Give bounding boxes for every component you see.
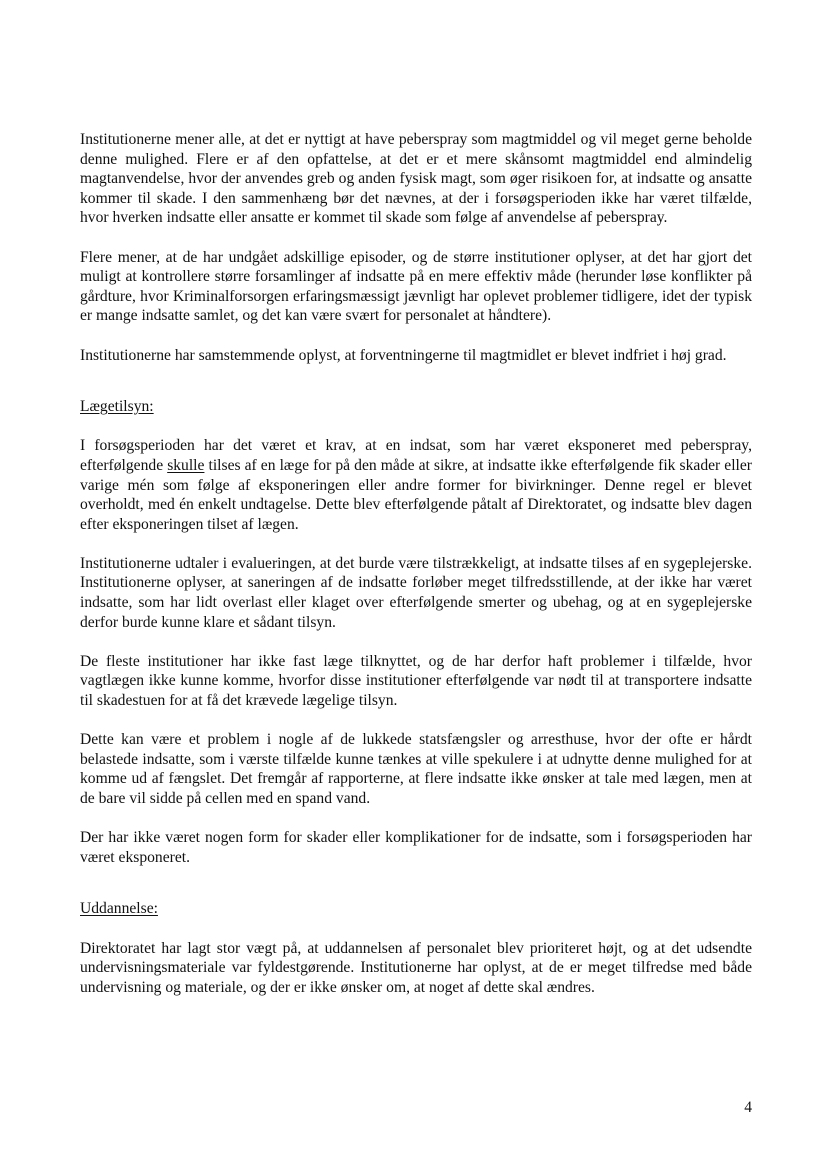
section-heading-laegetilsyn: Lægetilsyn: — [80, 398, 154, 416]
spacer — [80, 365, 752, 397]
emphasized-word: skulle — [167, 456, 205, 474]
section-heading-uddannelse: Uddannelse: — [80, 900, 158, 918]
spacer — [80, 919, 752, 939]
paragraph-doctor-requirement — [80, 436, 752, 534]
spacer — [80, 326, 752, 346]
text-segment: I forsøgsperioden har det været et krav, at en indsat, som har været eksponeret med peberspray, efterfølgende — [80, 437, 752, 474]
paragraph-training: Direktoratet har lagt stor vægt på, at uddannelsen af personalet blev prioriteret højt, og at det udsendte undervisningsmateriale var fyldestgørende. Institutionerne har oplyst, at de er meget tilfredse med både undervisning og materiale, og der er ikke ønsker om, at noget af dette skal ændres. — [80, 939, 752, 996]
spacer — [80, 632, 752, 652]
paragraph-expectations-met: Institutionerne har samstemmende oplyst, at forventningerne til magtmidlet er blevet indfriet i høj grad. — [80, 346, 727, 364]
paragraph-no-injuries: Der har ikke været nogen form for skader eller komplikationer for de indsatte, som i forsøgsperioden har været eksponeret. — [80, 829, 752, 866]
spacer — [80, 534, 752, 554]
spacer — [80, 228, 752, 248]
paragraph-pepper-spray-useful: Institutionerne mener alle, at det er nyttigt at have peberspray som magtmiddel og vil meget gerne beholde denne mulighed. Flere er af den opfattelse, at det er et mere skånsomt magtmiddel end almindelig magtanvendelse, hvor der anvendes greb og anden fysisk magt, som øger risikoen for, at indsatte og ansatte kommer til skade. I den sammenhæng bør det nævnes, at der i forsøgsperioden ikke har været tilfælde, hvor hverken indsatte eller ansatte er kommet til skade som følge af anvendelse af peberspray. — [80, 131, 752, 227]
spacer — [80, 417, 752, 437]
text-segment: tilses af en læge for på den måde at sikre, at indsatte ikke efterfølgende fik skader eller varige mén som følge af eksponeringen eller andre former for bivirkninger. Denne regel er blevet overholdt, med én enkelt undtagelse. Dette blev efterfølgende påtalt af Direktoratet, og indsatte blev dagen efter eksponeringen tilset af lægen. — [80, 456, 753, 533]
document-page — [80, 130, 752, 997]
spacer — [80, 809, 752, 829]
paragraph-nurse-sufficient: Institutionerne udtaler i evalueringen, at det burde være tilstrækkeligt, at indsatte tilses af en sygeplejerske. Institutionerne oplyser, at saneringen af de indsatte forløber meget tilfredsstillende, at der ikke har været indsatte, som har lidt overlast eller klaget over efterfølgende smerter og ubehag, og at en sygeplejerske derfor burde kunne klare et sådant tilsyn. — [80, 554, 752, 631]
paragraph-no-fixed-doctor: De fleste institutioner har ikke fast læge tilknyttet, og de har derfor haft problemer i tilfælde, hvor vagtlægen ikke kunne komme, hvorfor disse institutioner efterfølgende var nødt til at transportere indsatte til skadestuen for at få det krævede lægelige tilsyn. — [80, 652, 752, 710]
paragraph-closed-prisons: Dette kan være et problem i nogle af de lukkede statsfængsler og arresthuse, hvor der ofte er hårdt belastede indsatte, som i værste tilfælde kunne tænkes at ville spekulere i at udnytte denne mulighed for at komme ud af fængslet. Det fremgår af rapporterne, at flere indsatte ikke ønsker at tale med lægen, men at de bare vil sidde på cellen med en spand vand. — [80, 731, 752, 807]
spacer — [80, 711, 752, 731]
spacer — [80, 867, 752, 899]
paragraph-avoided-episodes: Flere mener, at de har undgået adskillige episoder, og de større institutioner oplyser, at det har gjort det muligt at kontrollere større forsamlinger af indsatte på en mere effektiv måde (herunder løse konflikter på gårdture, hvor Kriminalforsorgen erfaringsmæssigt jævnligt har oplevet problemer tidligere, idet der typisk er mange indsatte samlet, og det kan være svært for personalet at håndtere). — [80, 248, 752, 325]
page-number: 4 — [744, 1099, 752, 1116]
